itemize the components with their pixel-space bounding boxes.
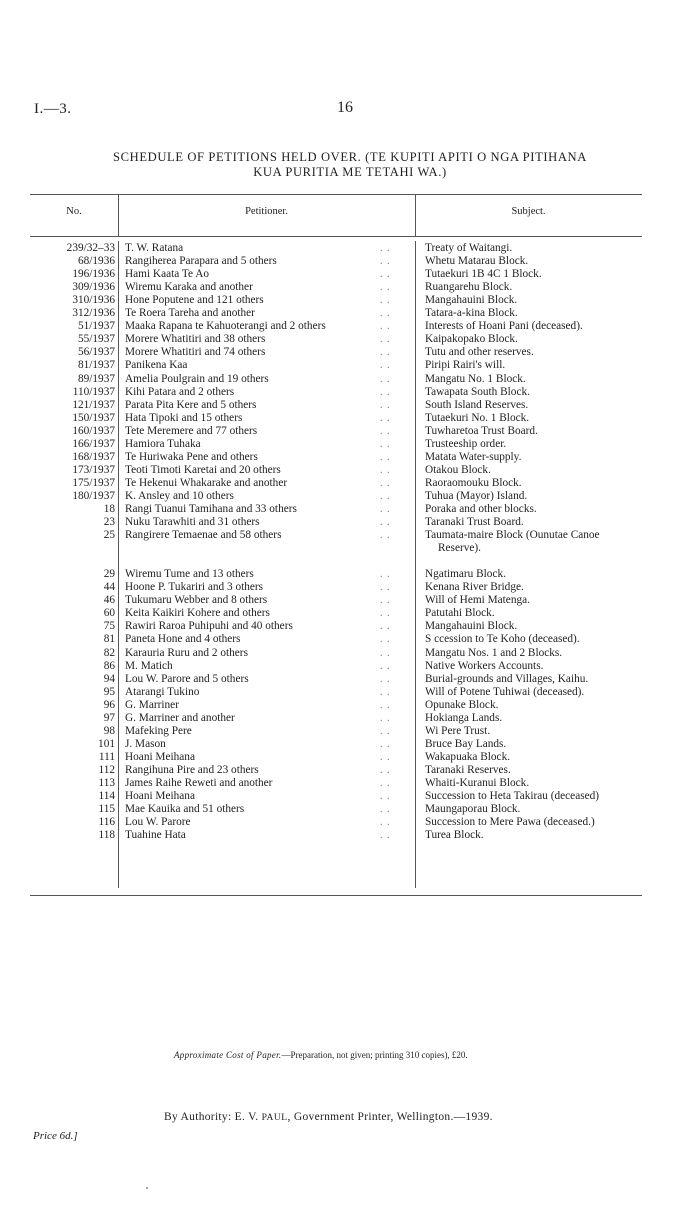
dot-leader: . . — [380, 412, 391, 424]
petition-number: 113 — [98, 777, 115, 789]
petitioner-name: Maaka Rapana te Kahuoterangi and 2 others — [125, 320, 326, 333]
dot-leader: . . — [380, 699, 391, 711]
petitioner-name: Hone Poputene and 121 others — [125, 294, 264, 307]
petition-number: 160/1937 — [72, 424, 115, 437]
petition-subject: Ngatimaru Block. — [425, 568, 506, 581]
petition-subject: Wi Pere Trust. — [425, 724, 491, 737]
dot-leader: . . — [380, 569, 391, 581]
dot-leader: . . — [380, 804, 391, 816]
dot-leader: . . — [380, 712, 391, 724]
petition-subject-continued: Reserve). — [438, 542, 481, 555]
dot-leader: . . — [380, 464, 391, 476]
petition-number: 29 — [103, 568, 115, 581]
petitioner-name: Hami Kaata Te Ao — [125, 268, 210, 281]
petitioner-name: James Raihe Reweti and another — [125, 777, 273, 789]
petition-subject: Tutu and other reserves. — [425, 346, 534, 359]
dot-leader: . . — [380, 504, 391, 515]
dot-leader: . . — [380, 817, 391, 829]
petition-number: 175/1937 — [72, 476, 115, 489]
petition-number: 150/1937 — [72, 411, 115, 424]
authority-prefix: By Authority: E. V. — [164, 1111, 262, 1123]
petition-number: 98 — [103, 724, 115, 737]
dot-leader: . . — [380, 256, 391, 268]
petition-number: 96 — [103, 698, 115, 711]
table-header-rule — [30, 236, 642, 237]
column-header-petitioner: Petitioner. — [245, 206, 288, 217]
petition-subject: Ruangarehu Block. — [425, 281, 513, 294]
petitioner-name: Mae Kauika and 51 others — [125, 803, 245, 816]
dot-leader: . . — [380, 282, 391, 294]
petition-number: 118 — [98, 829, 115, 842]
column-header-no: No. — [66, 206, 82, 217]
schedule-title-line-2: KUA PURITIA ME TETAHI WA.) — [253, 165, 447, 179]
dot-leader: . . — [380, 595, 391, 607]
petition-subject: Turea Block. — [425, 829, 484, 842]
petition-subject: Taranaki Reserves. — [425, 763, 511, 776]
petitioner-name: K. Ansley and 10 others — [125, 489, 234, 502]
petition-subject: Poraka and other blocks. — [425, 503, 537, 515]
authority-line — [164, 1111, 493, 1123]
petitioner-name: Rangirere Temaenae and 58 others — [125, 529, 282, 542]
schedule-title-line-1: SCHEDULE OF PETITIONS HELD OVER. (TE KUPITI APITI O NGA PITIHANA — [113, 150, 587, 164]
petition-number: 94 — [103, 672, 115, 685]
petitioner-name: Tukumaru Webber and 8 others — [125, 594, 268, 607]
petition-subject: Kaipakopako Block. — [425, 333, 518, 346]
petition-number: 86 — [103, 659, 115, 672]
petitioner-name: Hoone P. Tukariri and 3 others — [125, 581, 264, 594]
petition-number: 110/1937 — [72, 385, 115, 398]
petitioner-name: Rangi Tuanui Tamihana and 33 others — [125, 503, 297, 515]
petitioner-name: Te Huriwaka Pene and others — [125, 450, 258, 463]
petition-subject: Opunake Block. — [425, 698, 499, 711]
dot-leader: . . — [380, 490, 391, 502]
dot-leader: . . — [380, 438, 391, 450]
dot-leader: . . — [380, 269, 391, 281]
petition-number: 115 — [98, 803, 115, 816]
petitioner-name: Nuku Tarawhiti and 31 others — [125, 516, 260, 529]
dot-leader: . . — [380, 791, 391, 803]
petition-subject: Tuhua (Mayor) Island. — [425, 489, 528, 502]
petition-number: 121/1937 — [72, 398, 115, 411]
petitioner-name: Tuahine Hata — [125, 829, 186, 842]
dot-leader: . . — [380, 386, 391, 398]
petition-number: 116 — [98, 816, 115, 829]
petition-number: 18 — [103, 503, 115, 515]
petitioner-name: Hata Tipoki and 15 others — [125, 411, 243, 424]
petition-number: 55/1937 — [77, 333, 115, 346]
petition-subject: Whetu Matarau Block. — [425, 255, 529, 268]
petition-number: 56/1937 — [77, 346, 115, 359]
petition-number: 51/1937 — [77, 320, 115, 333]
petition-subject: S ccession to Te Koho (deceased). — [425, 633, 580, 646]
dot-leader: . . — [380, 243, 391, 254]
petitioner-name: Lou W. Parore — [125, 816, 191, 829]
petitioner-name: Lou W. Parore and 5 others — [125, 672, 249, 685]
petition-subject: Native Workers Accounts. — [425, 659, 544, 672]
petitioner-name: Tete Meremere and 77 others — [125, 424, 258, 437]
petitioner-name: T. W. Ratana — [125, 242, 184, 254]
dot-leader: . . — [380, 634, 391, 646]
petition-subject: Wakapuaka Block. — [425, 750, 511, 763]
petition-number: 75 — [103, 620, 115, 633]
petition-number: 101 — [98, 737, 115, 750]
dot-leader: . . — [380, 725, 391, 737]
petition-subject: Tutaekuri No. 1 Block. — [425, 411, 530, 424]
petition-subject: Mangatu No. 1 Block. — [425, 372, 526, 385]
petitioner-name: Morere Whatitiri and 38 others — [125, 333, 266, 346]
dot-leader: . . — [380, 360, 391, 372]
petition-subject: Mangatu Nos. 1 and 2 Blocks. — [425, 646, 563, 659]
dot-leader: . . — [380, 321, 391, 333]
cost-label: Approximate Cost of Paper. — [174, 1050, 282, 1060]
petition-number: 97 — [103, 711, 115, 724]
petitioner-name: Hamiora Tuhaka — [125, 437, 201, 450]
petitioner-name: Rangiherea Parapara and 5 others — [125, 255, 277, 268]
petition-subject: Tatara-a-kina Block. — [425, 307, 518, 320]
dot-leader: . . — [380, 647, 391, 659]
dot-leader: . . — [380, 399, 391, 411]
column-header-subject: Subject. — [511, 206, 546, 217]
authority-suffix: , Government Printer, Wellington.—1939. — [287, 1111, 493, 1123]
price-note: Price 6d.] — [33, 1130, 78, 1142]
petitioner-name: Atarangi Tukino — [125, 685, 200, 698]
petition-subject: Mangahauini Block. — [425, 294, 518, 307]
petition-number: 95 — [103, 685, 115, 698]
petition-subject: Matata Water-supply. — [425, 450, 522, 463]
dot-leader: . . — [380, 373, 391, 385]
petition-subject: Kenana River Bridge. — [425, 581, 524, 594]
petition-subject: Maungaporau Block. — [425, 803, 521, 816]
petition-subject: Piripi Rairi's will. — [425, 359, 506, 372]
petition-subject: Raoraomouku Block. — [425, 476, 522, 489]
petition-subject: South Island Reserves. — [425, 398, 529, 411]
petition-number: 82 — [103, 646, 115, 659]
dot-leader: . . — [380, 621, 391, 633]
petitioner-name: Teoti Timoti Karetai and 20 others — [125, 463, 281, 476]
petition-subject: Tutaekuri 1B 4C 1 Block. — [425, 268, 542, 281]
petition-subject: Burial-grounds and Villages, Kaihu. — [425, 672, 589, 685]
petition-number: 111 — [98, 750, 115, 763]
petition-subject: Trusteeship order. — [425, 437, 507, 450]
petition-subject: Succession to Heta Takirau (deceased) — [425, 790, 600, 803]
petitioner-name: Wiremu Karaka and another — [125, 281, 253, 294]
cost-text: —Preparation, not given; printing 310 copies), £20. — [281, 1050, 468, 1060]
petition-number: 312/1936 — [72, 307, 115, 320]
petition-number: 168/1937 — [72, 450, 115, 463]
petitioner-name: Morere Whatitiri and 74 others — [125, 346, 266, 359]
dot-leader: . . — [380, 308, 391, 320]
petition-subject: Treaty of Waitangi. — [425, 242, 513, 254]
petition-subject: Bruce Bay Lands. — [425, 737, 507, 750]
dot-leader: . . — [380, 738, 391, 750]
petition-number: 89/1937 — [77, 372, 115, 385]
petition-subject: Whaiti-Kuranui Block. — [425, 777, 530, 789]
petition-subject: Hokianga Lands. — [425, 711, 503, 724]
dot-leader: . . — [380, 347, 391, 359]
petitioner-name: J. Mason — [125, 737, 166, 750]
petitioner-name: Rangihuna Pire and 23 others — [125, 763, 259, 776]
petition-subject: Otakou Block. — [425, 463, 491, 476]
petition-number: 180/1937 — [72, 489, 115, 502]
table-top-rule — [30, 194, 642, 195]
petition-number: 196/1936 — [72, 268, 115, 281]
petition-subject: Will of Hemi Matenga. — [425, 594, 530, 607]
petition-number: 44 — [103, 581, 115, 594]
petition-subject: Interests of Hoani Pani (deceased). — [425, 320, 583, 333]
petition-number: 25 — [103, 529, 115, 542]
petition-number: 114 — [98, 790, 115, 803]
petitioner-name: Parata Pita Kere and 5 others — [125, 398, 257, 411]
petitioner-name: Wiremu Tume and 13 others — [125, 568, 254, 581]
petition-number: 60 — [103, 607, 115, 620]
petition-number: 112 — [98, 763, 115, 776]
petition-number: 173/1937 — [72, 463, 115, 476]
petitioner-name: Kihi Patara and 2 others — [125, 385, 235, 398]
dot-leader: . . — [380, 608, 391, 620]
petition-number: 46 — [103, 594, 115, 607]
petitioner-name: Karauria Ruru and 2 others — [125, 646, 248, 659]
petition-subject: Succession to Mere Pawa (deceased.) — [425, 816, 595, 829]
petition-number: 81 — [103, 633, 115, 646]
dot-leader: . . — [380, 660, 391, 672]
document-reference: I.—3. — [34, 101, 72, 117]
dot-leader: . . — [380, 517, 391, 529]
petition-subject: Patutahi Block. — [425, 607, 495, 620]
column-divider-body-2 — [415, 241, 416, 888]
petitioner-name: Keita Kaikiri Kohere and others — [125, 607, 270, 620]
petitioner-name: Panikena Kaa — [125, 359, 188, 372]
page-number: 16 — [337, 99, 353, 116]
dot-leader: . . — [380, 451, 391, 463]
dot-leader: . . — [380, 751, 391, 763]
dot-leader: . . — [380, 673, 391, 685]
dot-leader: . . — [380, 582, 391, 594]
dot-leader: . . — [380, 778, 391, 789]
petition-number: 309/1936 — [72, 281, 115, 294]
dot-leader: . . — [380, 425, 391, 437]
petition-number: 310/1936 — [72, 294, 115, 307]
petition-number: 81/1937 — [77, 359, 115, 372]
petitioner-name: G. Marriner and another — [125, 711, 235, 724]
dot-leader: . . — [380, 530, 391, 542]
petition-subject: Mangahauini Block. — [425, 620, 518, 633]
dot-leader: . . — [380, 764, 391, 776]
petition-subject: Tawapata South Block. — [425, 385, 530, 398]
petition-number: 68/1936 — [77, 255, 115, 268]
petitioner-name: Amelia Poulgrain and 19 others — [125, 372, 269, 385]
dot-leader: . . — [380, 334, 391, 346]
dot-leader: . . — [380, 830, 391, 842]
petitioner-name: Hoani Meihana — [125, 750, 195, 763]
dot-leader: . . — [380, 295, 391, 307]
page-speck — [146, 1187, 148, 1189]
petitioner-name: Paneta Hone and 4 others — [125, 633, 241, 646]
petitioner-name: Mafeking Pere — [125, 724, 192, 737]
petitioner-name: G. Marriner — [125, 698, 179, 711]
dot-leader: . . — [380, 686, 391, 698]
petition-subject: Taranaki Trust Board. — [425, 516, 524, 529]
petition-subject: Will of Potene Tuhiwai (deceased). — [425, 685, 585, 698]
petition-subject: Tuwharetoa Trust Board. — [425, 424, 538, 437]
petitioner-name: Rawiri Raroa Puhipuhi and 40 others — [125, 620, 293, 633]
petition-number: 23 — [103, 516, 115, 529]
petition-number: 166/1937 — [72, 437, 115, 450]
table-bottom-rule — [30, 895, 642, 896]
petitioner-name: Hoani Meihana — [125, 790, 195, 803]
petitioner-name: M. Matich — [125, 659, 173, 672]
petition-number: 239/32–33 — [66, 242, 115, 254]
printer-name: PAUL — [261, 1113, 288, 1123]
column-divider-body-1 — [118, 241, 119, 888]
cost-of-paper-note — [174, 1050, 468, 1060]
petition-subject: Taumata-maire Block (Ounutae Canoe — [425, 529, 600, 542]
petitioner-name: Te Hekenui Whakarake and another — [125, 476, 288, 489]
dot-leader: . . — [380, 477, 391, 489]
petitioner-name: Te Roera Tareha and another — [125, 307, 255, 320]
